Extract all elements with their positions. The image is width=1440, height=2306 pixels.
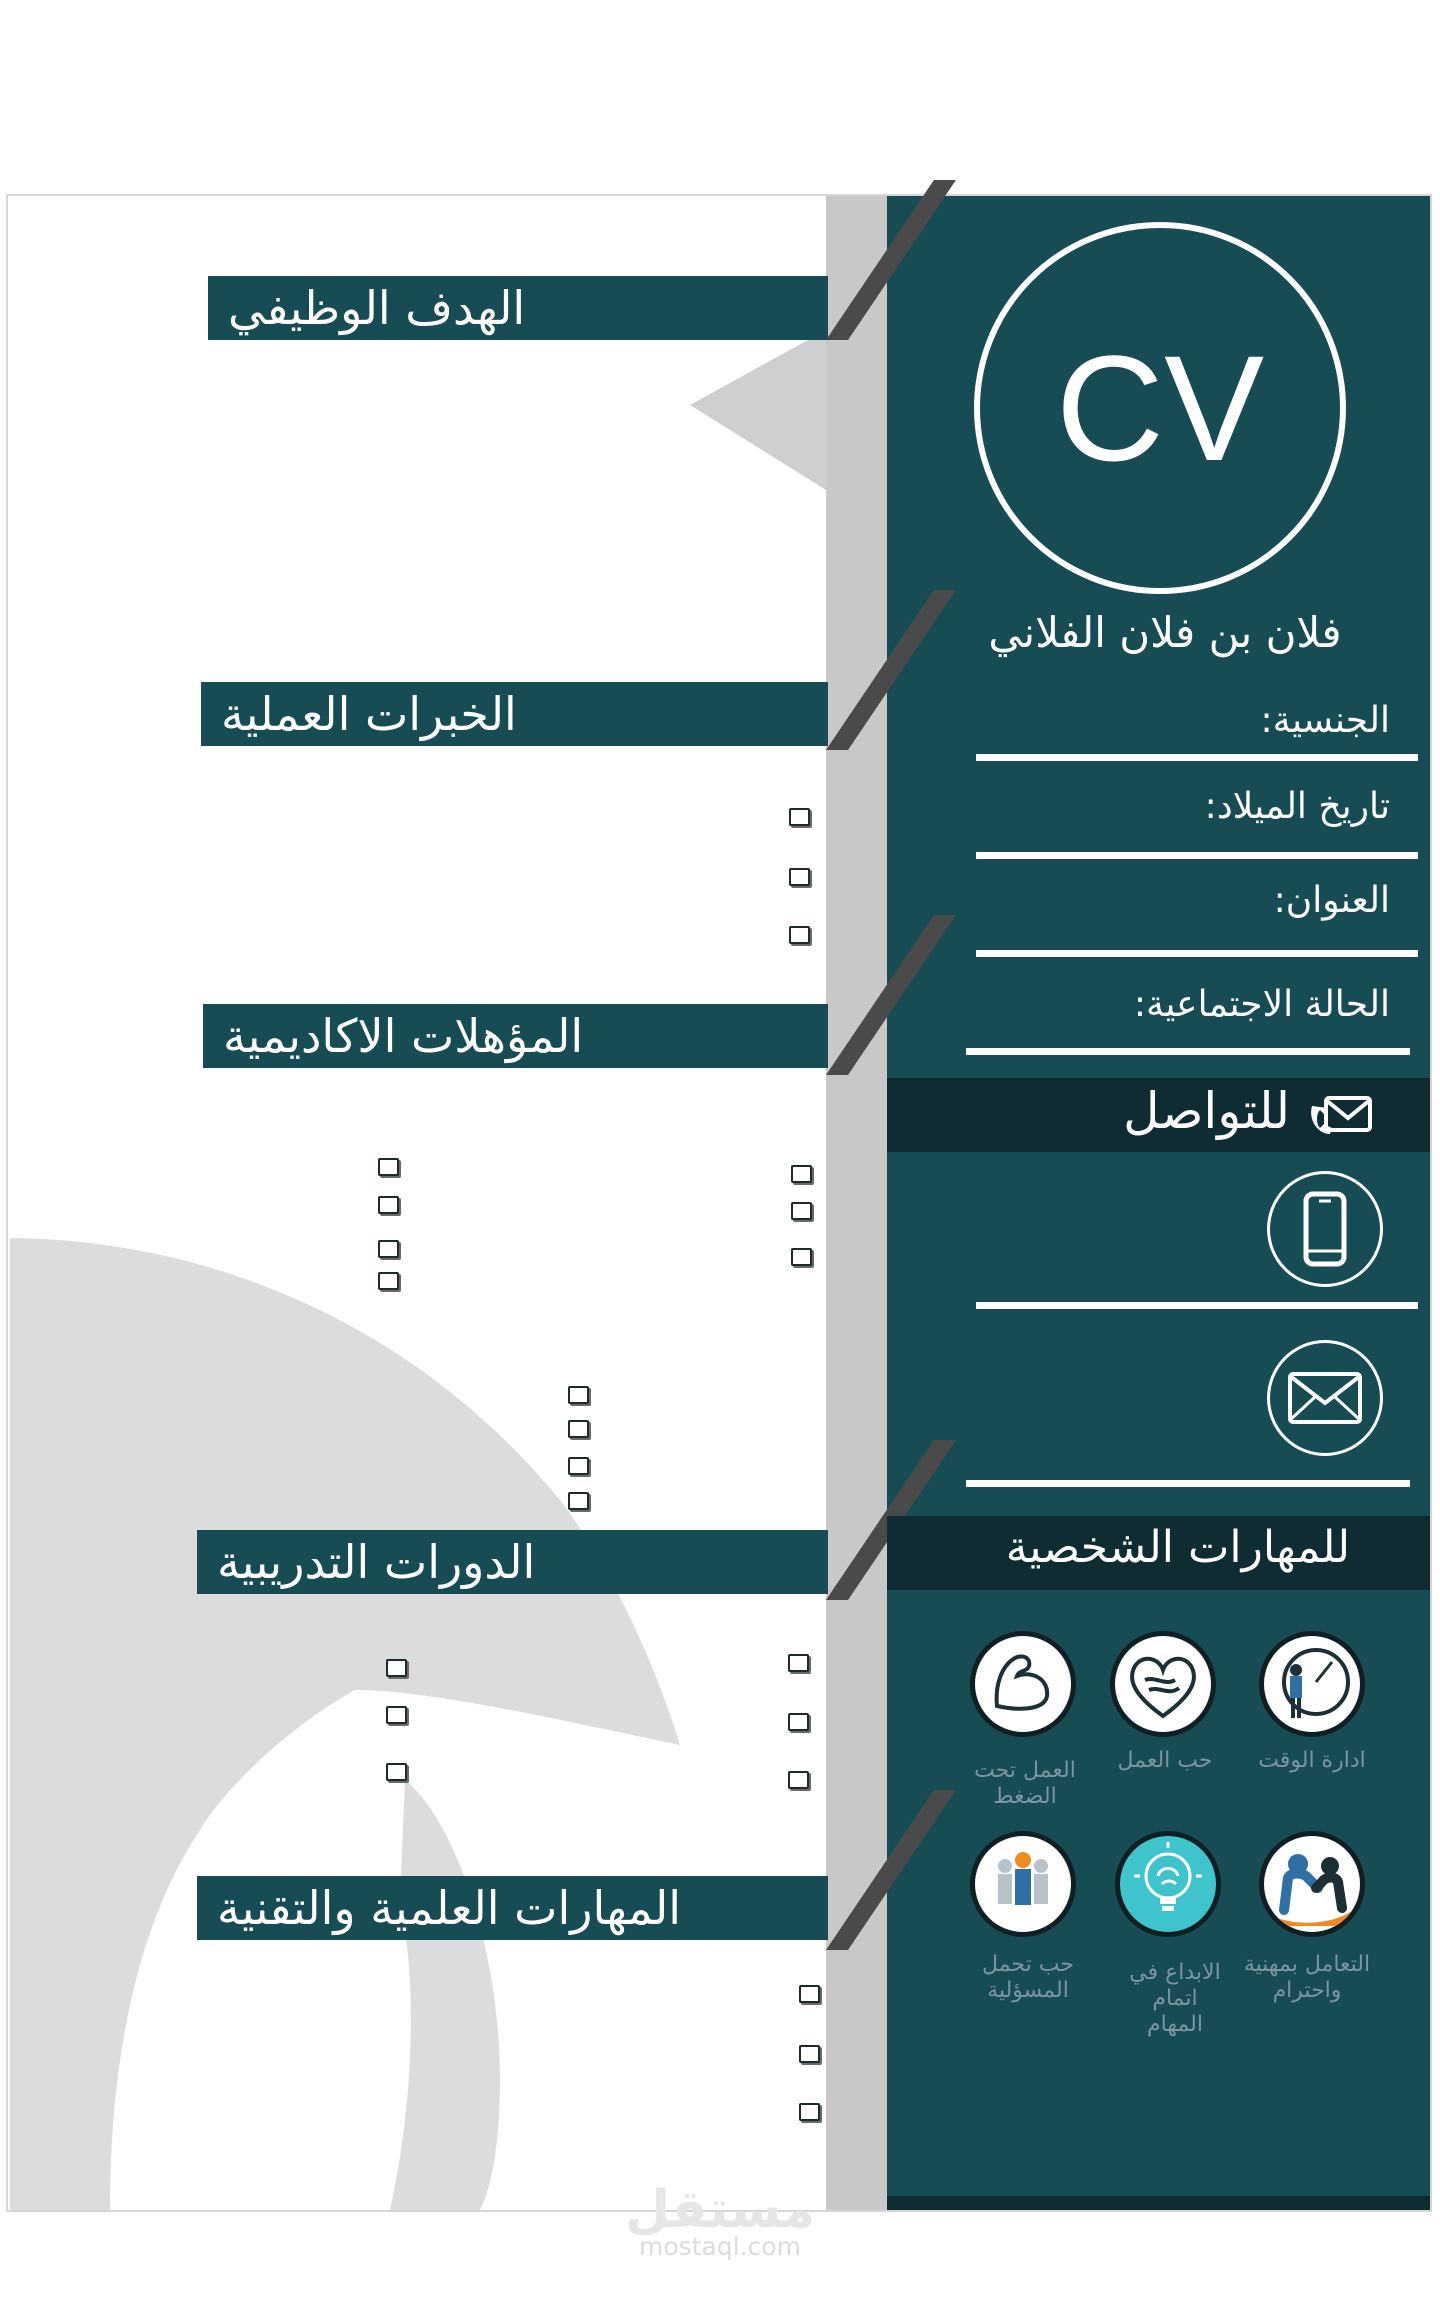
bullet-checkbox	[788, 1713, 809, 1731]
phone-line	[976, 1302, 1418, 1309]
bullet-checkbox	[568, 1420, 589, 1438]
contact-title: للتواصل	[1123, 1082, 1290, 1140]
bullet-checkbox	[386, 1659, 407, 1677]
heading-training	[197, 1530, 828, 1594]
heading-academic-text: المؤهلات الاكاديمية	[223, 1009, 584, 1063]
heart-hands-icon	[1110, 1631, 1216, 1737]
bullet-checkbox	[789, 926, 810, 944]
bullet-checkbox	[568, 1386, 589, 1404]
field-nationality-line	[976, 754, 1418, 761]
field-marital-status-line	[966, 1048, 1410, 1055]
skill-caption-responsibility: حب تحمل المسؤلية	[982, 1952, 1074, 2003]
phone-icon	[1303, 1191, 1347, 1267]
heading-academic	[203, 1004, 828, 1068]
mail-icon	[1287, 1371, 1363, 1425]
bullet-checkbox	[788, 1771, 809, 1789]
skill-caption-creativity: الابداع في اتمام المهام	[1129, 1960, 1221, 2037]
bullet-checkbox	[799, 2103, 820, 2121]
bullet-checkbox	[378, 1196, 399, 1214]
heading-technical-text: المهارات العلمية والتقنية	[217, 1881, 682, 1935]
field-address-line	[976, 950, 1418, 957]
field-nationality: الجنسية:	[1260, 700, 1390, 741]
bullet-checkbox	[799, 2045, 820, 2063]
heading-experience-text: الخبرات العملية	[221, 687, 517, 741]
bullet-checkbox	[789, 868, 810, 886]
skill-caption-professional: التعامل بمهنية واحترام	[1243, 1952, 1371, 2003]
phone-circle	[1267, 1171, 1383, 1287]
heading-training-text: الدورات التدريبية	[217, 1535, 536, 1589]
field-marital-status: الحالة الاجتماعية:	[1133, 984, 1390, 1025]
mail-circle	[1267, 1340, 1383, 1456]
watermark-brand: مستقل	[624, 2180, 816, 2240]
lightbulb-icon	[1115, 1831, 1221, 1937]
cv-logo-circle	[974, 222, 1346, 594]
heading-objective	[208, 276, 828, 340]
bullet-checkbox	[378, 1158, 399, 1176]
bullet-checkbox	[568, 1457, 589, 1475]
field-address: العنوان:	[1273, 880, 1390, 921]
cv-logo-text: CV	[1055, 323, 1265, 492]
skills-title: للمهارات الشخصية	[1005, 1522, 1350, 1573]
bullet-checkbox	[789, 808, 810, 826]
bullet-checkbox	[386, 1763, 407, 1781]
skill-caption-love-work: حب العمل	[1117, 1748, 1213, 1773]
mail-line	[966, 1480, 1410, 1487]
sidebar-footer-strip	[887, 2196, 1430, 2210]
bullet-checkbox	[568, 1492, 589, 1510]
muscle-icon	[970, 1631, 1076, 1737]
bullet-checkbox	[378, 1272, 399, 1290]
heading-objective-text: الهدف الوظيفي	[228, 281, 526, 335]
clock-icon	[1259, 1631, 1365, 1737]
watermark-site: mostaql.com	[639, 2232, 801, 2261]
bullet-checkbox	[791, 1202, 812, 1220]
field-birthdate-line	[976, 852, 1418, 859]
skill-caption-pressure: العمل تحت الضغط	[974, 1758, 1076, 1809]
heading-experience	[201, 682, 828, 746]
envelope-phone-icon	[1308, 1090, 1376, 1140]
bullet-checkbox	[791, 1248, 812, 1266]
bullet-checkbox	[791, 1165, 812, 1183]
bullet-checkbox	[378, 1240, 399, 1258]
field-birthdate: تاريخ الميلاد:	[1204, 786, 1390, 827]
bullet-checkbox	[788, 1654, 809, 1672]
bullet-checkbox	[799, 1985, 820, 2003]
team-icon	[970, 1831, 1076, 1937]
profile-name: فلان بن فلان الفلاني	[988, 608, 1342, 657]
heading-technical	[197, 1876, 828, 1940]
bullet-checkbox	[386, 1706, 407, 1724]
skill-caption-time: ادارة الوقت	[1258, 1748, 1366, 1773]
handshake-icon	[1259, 1831, 1365, 1937]
